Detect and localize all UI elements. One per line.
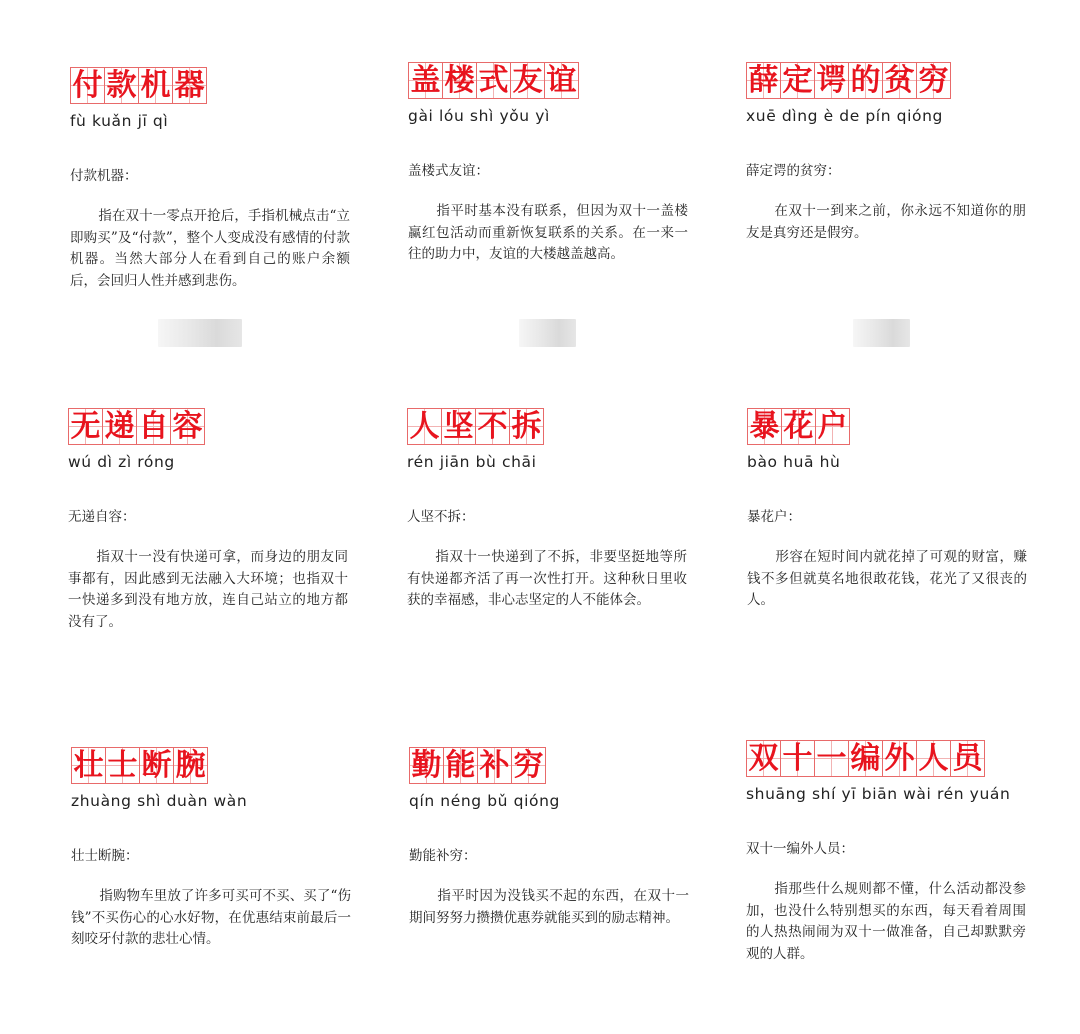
title-cell bbox=[476, 62, 511, 99]
card-heading: 勤能补穷： bbox=[409, 848, 477, 864]
card-pinyin: wú dì zì róng bbox=[68, 453, 175, 471]
title-cell bbox=[443, 747, 478, 784]
card-qin-neng-bu-qiong bbox=[409, 747, 729, 929]
card-shuang-shi-yi-bian-wai-ren-yuan bbox=[746, 740, 1066, 965]
title-cell bbox=[814, 740, 849, 777]
title-char: 穷 bbox=[918, 62, 949, 98]
title-char: 补 bbox=[479, 747, 510, 783]
title-char: 的 bbox=[850, 62, 881, 98]
title-cell bbox=[511, 747, 546, 784]
title-cell bbox=[477, 747, 512, 784]
title-cell bbox=[71, 747, 106, 784]
title-char: 不 bbox=[477, 408, 508, 444]
card-pinyin: shuāng shí yī biān wài rén yuán bbox=[746, 785, 1011, 803]
title-char: 友 bbox=[512, 62, 543, 98]
title-cell bbox=[510, 62, 545, 99]
title-char: 户 bbox=[817, 408, 848, 444]
card-body: 指在双十一零点开抢后，手指机械点击“立即购买”及“付款”，整个人变成没有感情的付款机器。当然大部分人在看到自己的账户余额后，会回归人性并感到悲伤。 bbox=[70, 208, 350, 289]
card-wu-di-zi-rong bbox=[68, 408, 388, 633]
card-heading: 壮士断腕： bbox=[71, 848, 139, 864]
title-char: 盖 bbox=[410, 62, 441, 98]
card-body: 在双十一到来之前，你永远不知道你的朋友是真穷还是假穷。 bbox=[746, 203, 1026, 241]
title-cell bbox=[882, 740, 917, 777]
card-body: 形容在短时间内就花掉了可观的财富，赚钱不多但就莫名地很敢花钱，花光了又很丧的人。 bbox=[747, 549, 1027, 608]
title-char: 人 bbox=[409, 408, 440, 444]
blurred-watermark bbox=[158, 319, 242, 347]
card-body: 指双十一没有快递可拿，而身边的朋友同事都有，因此感到无法融入大环境；也指双十一快递多到没有地方放，连自己站立的地方都没有了。 bbox=[68, 549, 348, 630]
card-heading: 无递自容： bbox=[68, 509, 136, 525]
title-cell bbox=[916, 62, 951, 99]
title-cell bbox=[814, 62, 849, 99]
card-pinyin: rén jiān bù chāi bbox=[407, 453, 537, 471]
card-ren-jian-bu-chai bbox=[407, 408, 727, 612]
title-cell bbox=[746, 62, 781, 99]
card-pinyin: bào huā hù bbox=[747, 453, 841, 471]
card-bao-hua-hu bbox=[747, 408, 1067, 612]
title-cell bbox=[780, 62, 815, 99]
title-char: 能 bbox=[445, 747, 476, 783]
card-title bbox=[71, 747, 391, 784]
title-char: 谊 bbox=[546, 62, 577, 98]
title-cell bbox=[105, 747, 140, 784]
title-char: 断 bbox=[141, 747, 172, 783]
card-body: 指平时基本没有联系，但因为双十一盖楼赢红包活动而重新恢复联系的关系。在一来一往的助力中，友谊的大楼越盖越高。 bbox=[408, 203, 688, 262]
title-char: 式 bbox=[478, 62, 509, 98]
blurred-watermark bbox=[853, 319, 910, 347]
title-char: 定 bbox=[782, 62, 813, 98]
blurred-watermark bbox=[519, 319, 576, 347]
title-cell bbox=[475, 408, 510, 445]
title-char: 暴 bbox=[749, 408, 780, 444]
title-cell bbox=[509, 408, 544, 445]
card-title bbox=[746, 62, 1066, 99]
title-char: 款 bbox=[106, 67, 137, 103]
title-cell bbox=[746, 740, 781, 777]
title-char: 士 bbox=[107, 747, 138, 783]
title-cell bbox=[170, 408, 205, 445]
title-char: 一 bbox=[816, 740, 847, 776]
card-gai-lou-shi-you-yi bbox=[408, 62, 728, 266]
card-zhuang-shi-duan-wan bbox=[71, 747, 391, 951]
card-pinyin: xuē dìng è de pín qióng bbox=[746, 107, 943, 125]
title-char: 器 bbox=[174, 67, 205, 103]
title-char: 无 bbox=[70, 408, 101, 444]
card-title bbox=[70, 67, 390, 104]
title-cell bbox=[848, 62, 883, 99]
title-char: 贫 bbox=[884, 62, 915, 98]
title-char: 十 bbox=[782, 740, 813, 776]
title-char: 容 bbox=[172, 408, 203, 444]
title-cell bbox=[139, 747, 174, 784]
title-char: 谔 bbox=[816, 62, 847, 98]
title-cell bbox=[781, 408, 816, 445]
title-cell bbox=[882, 62, 917, 99]
card-body: 指购物车里放了许多可买可不买、买了“伤钱”不买伤心的心水好物，在优惠结束前最后一刻咬牙付款的悲壮心情。 bbox=[71, 888, 351, 947]
title-char: 编 bbox=[850, 740, 881, 776]
card-title bbox=[747, 408, 1067, 445]
title-char: 机 bbox=[140, 67, 171, 103]
title-cell bbox=[544, 62, 579, 99]
card-title bbox=[68, 408, 388, 445]
title-cell bbox=[172, 67, 207, 104]
title-cell bbox=[815, 408, 850, 445]
title-cell bbox=[409, 747, 444, 784]
card-body: 指那些什么规则都不懂，什么活动都没参加，也没什么特别想买的东西，每天看着周围的人热热闹闹为双十一做准备，自己却默默旁观的人群。 bbox=[746, 881, 1026, 962]
card-pinyin: zhuàng shì duàn wàn bbox=[71, 792, 248, 810]
title-char: 付 bbox=[72, 67, 103, 103]
card-body: 指双十一快递到了不拆，非要坚挺地等所有快递都齐活了再一次性打开。这种秋日里收获的幸福感，非心志坚定的人不能体会。 bbox=[407, 549, 687, 608]
title-char: 自 bbox=[138, 408, 169, 444]
card-title bbox=[408, 62, 728, 99]
card-heading: 薛定谔的贫穷： bbox=[746, 163, 841, 179]
card-pinyin: gài lóu shì yǒu yì bbox=[408, 107, 550, 125]
title-cell bbox=[442, 62, 477, 99]
title-cell bbox=[747, 408, 782, 445]
title-cell bbox=[780, 740, 815, 777]
title-char: 递 bbox=[104, 408, 135, 444]
card-fu-kuan-ji-qi bbox=[70, 67, 390, 292]
title-cell bbox=[916, 740, 951, 777]
title-char: 薛 bbox=[748, 62, 779, 98]
title-cell bbox=[102, 408, 137, 445]
title-char: 拆 bbox=[511, 408, 542, 444]
title-cell bbox=[407, 408, 442, 445]
card-heading: 盖楼式友谊： bbox=[408, 163, 489, 179]
title-char: 穷 bbox=[513, 747, 544, 783]
title-cell bbox=[848, 740, 883, 777]
title-char: 勤 bbox=[411, 747, 442, 783]
title-char: 人 bbox=[918, 740, 949, 776]
title-cell bbox=[173, 747, 208, 784]
title-cell bbox=[70, 67, 105, 104]
title-cell bbox=[68, 408, 103, 445]
title-char: 壮 bbox=[73, 747, 104, 783]
title-cell bbox=[950, 740, 985, 777]
card-pinyin: qín néng bǔ qióng bbox=[409, 792, 560, 810]
card-heading: 双十一编外人员： bbox=[746, 841, 854, 857]
title-char: 花 bbox=[783, 408, 814, 444]
title-char: 双 bbox=[748, 740, 779, 776]
card-title bbox=[409, 747, 729, 784]
card-title bbox=[746, 740, 1066, 777]
card-heading: 付款机器： bbox=[70, 168, 138, 184]
title-char: 员 bbox=[952, 740, 983, 776]
title-cell bbox=[136, 408, 171, 445]
title-char: 坚 bbox=[443, 408, 474, 444]
card-title bbox=[407, 408, 727, 445]
card-xue-ding-e-de-pin-qiong bbox=[746, 62, 1066, 244]
title-char: 外 bbox=[884, 740, 915, 776]
card-heading: 人坚不拆： bbox=[407, 509, 475, 525]
title-cell bbox=[104, 67, 139, 104]
title-cell bbox=[138, 67, 173, 104]
card-pinyin: fù kuǎn jī qì bbox=[70, 112, 169, 130]
title-cell bbox=[441, 408, 476, 445]
card-heading: 暴花户： bbox=[747, 509, 801, 525]
title-cell bbox=[408, 62, 443, 99]
title-char: 楼 bbox=[444, 62, 475, 98]
title-char: 腕 bbox=[175, 747, 206, 783]
card-body: 指平时因为没钱买不起的东西，在双十一期间努努力攒攒优惠券就能买到的励志精神。 bbox=[409, 888, 689, 926]
